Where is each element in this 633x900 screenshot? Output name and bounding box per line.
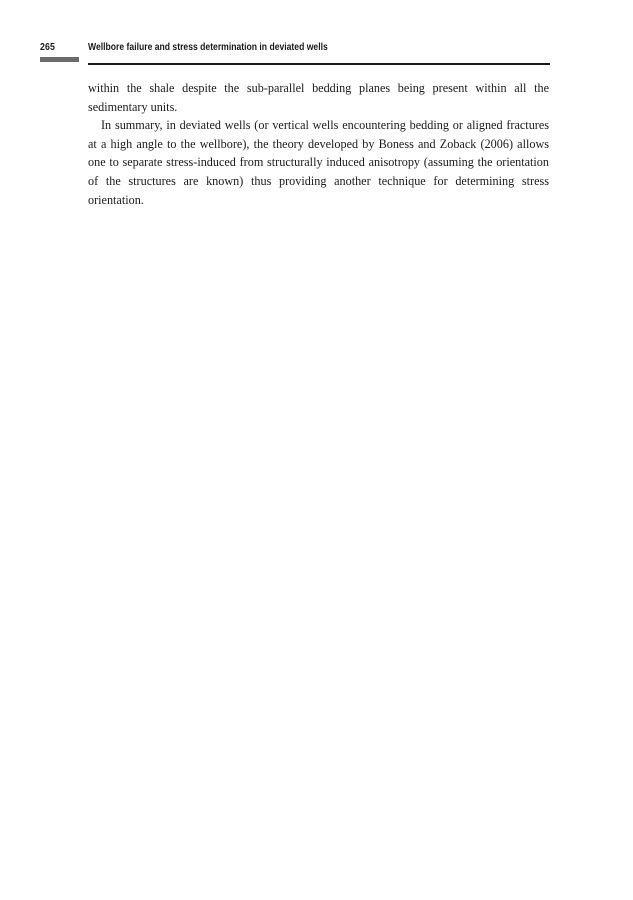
paragraph-summary: In summary, in deviated wells (or vertical wells encountering bedding or aligned fractures at a high angle to the wellbore), the theory developed by Boness and Zoback (2006) allows one to separate stress-induced from structurally induced anisotropy (assuming the orientation of the structures are known) thus providing another technique for determining stress orientation. [88,118,549,207]
page-number-bar [40,57,79,62]
paragraph-continued: within the shale despite the sub-parallel bedding planes being present within all the sedimentary units. [88,81,549,114]
body-text [88,79,549,209]
running-header [40,42,550,70]
chapter-title: Wellbore failure and stress determination in deviated wells [88,42,328,53]
page-number: 265 [40,42,55,53]
header-rule [88,63,550,65]
